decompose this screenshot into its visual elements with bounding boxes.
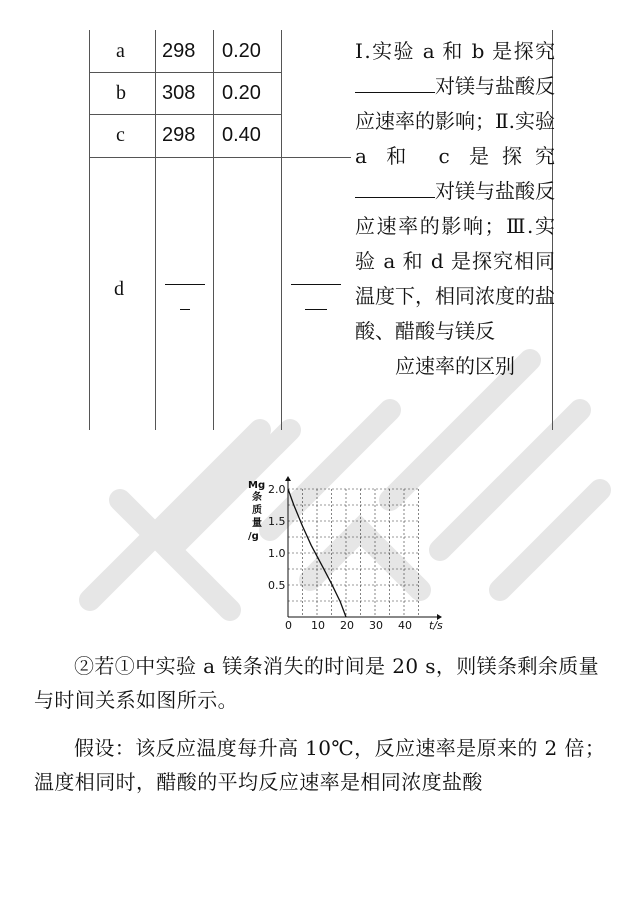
row-b-id: b <box>116 82 126 104</box>
row-d-acid-blank <box>291 284 341 310</box>
svg-text:条: 条 <box>252 492 262 503</box>
x-tick-label: 30 <box>369 619 383 632</box>
row-b-temp: 308 <box>162 82 196 104</box>
row-d-id: d <box>114 278 124 300</box>
experiment-purpose: Ⅰ.实验 a 和 b 是探究对镁与盐酸反应速率的影响；Ⅱ.实验 a 和 c 是探究对镁与盐酸反应速率的影响；Ⅲ.实验 a 和 d 是探究相同温度下，相同浓度的盐酸、醋酸与镁反 应速率的区别 <box>355 39 556 378</box>
row-a-id: a <box>116 40 125 62</box>
svg-text:/g: /g <box>248 531 259 542</box>
y-tick-label: 2.0 <box>268 483 286 496</box>
chart-ticks <box>268 483 412 632</box>
row-a-temp: 298 <box>162 40 196 62</box>
row-d-temp-blank <box>165 284 205 310</box>
chart-grid <box>288 489 419 617</box>
paragraph-2: 假设：该反应温度每升高 10℃，反应速率是原来的 2 倍；温度相同时，醋酸的平均反应速率是相同浓度盐酸 <box>34 736 606 794</box>
x-tick-label: 40 <box>398 619 412 632</box>
y-axis-arrow <box>285 476 291 481</box>
svg-text:质: 质 <box>252 505 262 516</box>
row-b-conc: 0.20 <box>222 82 261 104</box>
mass-time-chart <box>244 470 444 635</box>
row-c-conc: 0.40 <box>222 124 261 146</box>
y-tick-label: 1.0 <box>268 547 286 560</box>
x-tick-label: 20 <box>340 619 354 632</box>
row-c-temp: 298 <box>162 124 196 146</box>
y-tick-label: 1.5 <box>268 515 286 528</box>
x-tick-label: 0 <box>285 619 292 632</box>
answer-blank-1[interactable] <box>355 72 435 93</box>
row-c-id: c <box>116 124 125 146</box>
svg-text:Mg: Mg <box>248 480 266 491</box>
x-tick-label: 10 <box>311 619 325 632</box>
row-a-conc: 0.20 <box>222 40 261 62</box>
y-axis-label-visible <box>248 480 265 542</box>
x-axis-label: t/s <box>429 619 443 632</box>
svg-text:量: 量 <box>252 518 262 529</box>
answer-blank-2[interactable] <box>355 177 435 198</box>
paragraph-1: ②若①中实验 a 镁条消失的时间是 20 s，则镁条剩余质量与时间关系如图所示。 <box>34 654 600 712</box>
y-tick-label: 0.5 <box>268 579 286 592</box>
